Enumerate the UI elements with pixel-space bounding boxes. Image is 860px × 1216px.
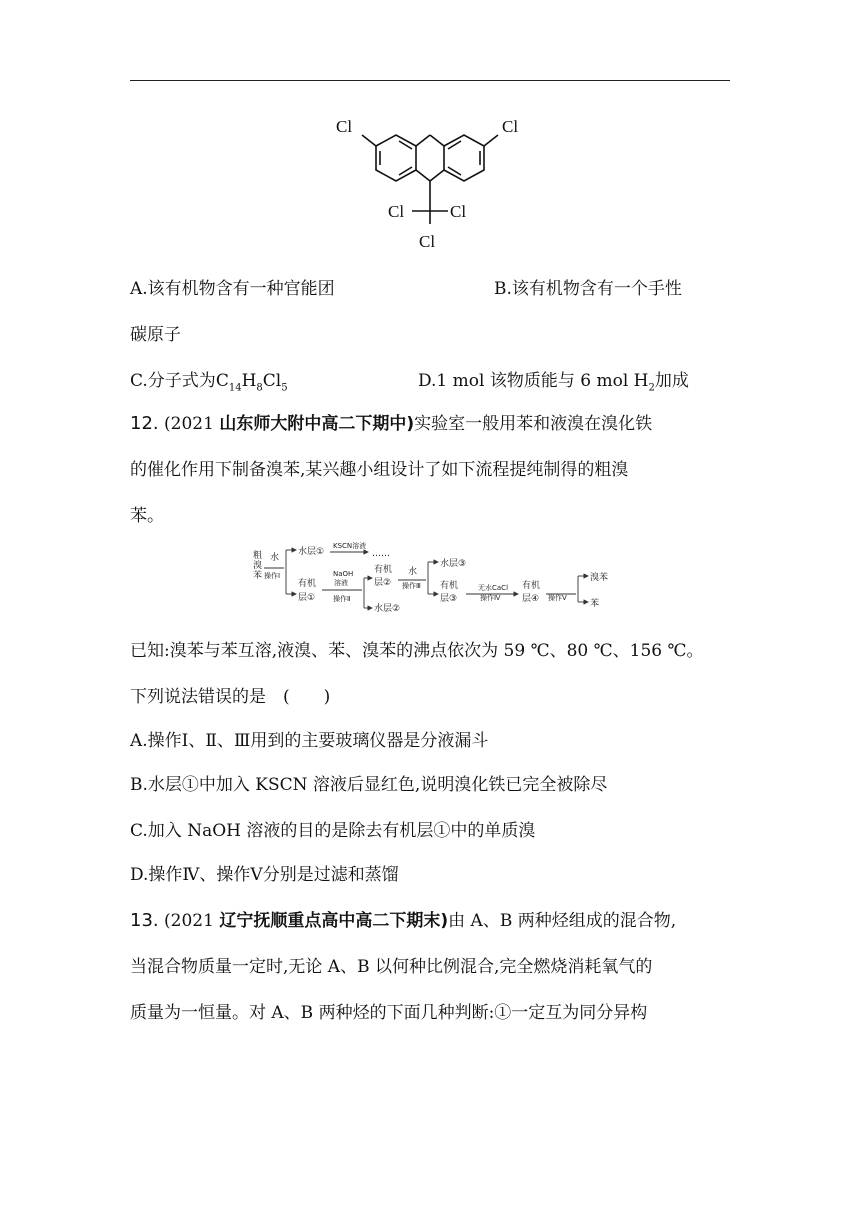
top-rule (130, 80, 730, 81)
q12-option-a: A.操作Ⅰ、Ⅱ、Ⅲ用到的主要玻璃仪器是分液漏斗 (130, 731, 489, 751)
svg-text:……: …… (372, 549, 390, 559)
svg-text:无水CaCl: 无水CaCl (478, 584, 509, 592)
svg-text:溴: 溴 (253, 561, 263, 571)
cl-label-ccl3-left: Cl (388, 202, 405, 221)
q11-option-c: C.分子式为$C_{14}H_8Cl_5$ (130, 371, 288, 394)
svg-text:溴苯: 溴苯 (590, 573, 609, 583)
q13-source: 辽宁抚顺重点高中高二下期末) (219, 911, 449, 931)
q12-source: 山东师大附中高二下期中) (219, 414, 415, 434)
svg-text:水: 水 (270, 553, 280, 563)
svg-text:操作Ⅰ: 操作Ⅰ (264, 572, 281, 580)
q12-stem-line3: 苯。 (130, 506, 164, 526)
svg-text:KSCN溶液: KSCN溶液 (333, 542, 367, 550)
svg-text:苯: 苯 (253, 571, 263, 581)
cl-label-top-right: Cl (502, 117, 519, 136)
chemical-structure (330, 108, 530, 258)
svg-text:操作Ⅴ: 操作Ⅴ (548, 594, 567, 602)
q11-option-a: A.该有机物含有一种官能团 (130, 279, 335, 299)
q11-option-b: B.该有机物含有一个手性 (494, 279, 682, 299)
q13-number: 13. (130, 910, 159, 931)
svg-text:层①: 层① (298, 593, 316, 603)
svg-text:水层①: 水层① (298, 547, 325, 557)
svg-text:操作Ⅳ: 操作Ⅳ (480, 594, 501, 602)
purification-flowchart (250, 538, 622, 618)
svg-text:操作Ⅲ: 操作Ⅲ (402, 582, 421, 590)
svg-text:粗: 粗 (253, 551, 263, 561)
q12-question: 下列说法错误的是 ( ) (130, 687, 331, 707)
svg-text:苯: 苯 (590, 599, 600, 609)
svg-text:层④: 层④ (522, 594, 540, 604)
q13-stem-line1: 13. (2021 辽宁抚顺重点高中高二下期末)由 A、B 两种烃组成的混合物, (130, 910, 677, 931)
cl-label-top-left: Cl (336, 117, 353, 136)
svg-text:水层③: 水层③ (440, 559, 467, 569)
cl-label-ccl3-right: Cl (450, 202, 467, 221)
svg-text:层②: 层② (374, 578, 392, 588)
svg-text:有机: 有机 (440, 581, 459, 591)
q12-option-c: C.加入 NaOH 溶液的目的是除去有机层①中的单质溴 (130, 821, 536, 841)
cl-label-ccl3-bottom: Cl (419, 232, 436, 251)
q12-stem-line1: 12. (2021 山东师大附中高二下期中)实验室一般用苯和液溴在溴化铁 (130, 413, 653, 434)
svg-text:层③: 层③ (440, 594, 458, 604)
svg-text:NaOH: NaOH (333, 570, 354, 578)
svg-text:操作Ⅱ: 操作Ⅱ (333, 595, 351, 603)
q13-stem-line2: 当混合物质量一定时,无论 A、B 以何种比例混合,完全燃烧消耗氧气的 (130, 957, 653, 977)
q12-known-info: 已知:溴苯与苯互溶,液溴、苯、溴苯的沸点依次为 59 ℃、80 ℃、156 ℃。 (130, 641, 704, 661)
q12-number: 12. (130, 413, 159, 434)
q12-stem-line2: 的催化作用下制备溴苯,某兴趣小组设计了如下流程提纯制得的粗溴 (130, 460, 629, 480)
svg-text:水层②: 水层② (374, 604, 401, 614)
q12-option-b: B.水层①中加入 KSCN 溶液后显红色,说明溴化铁已完全被除尽 (130, 775, 608, 795)
svg-text:溶液: 溶液 (334, 579, 348, 587)
svg-text:水: 水 (408, 567, 418, 577)
svg-text:有机: 有机 (522, 581, 541, 591)
q13-stem-line3: 质量为一恒量。对 A、B 两种烃的下面几种判断:①一定互为同分异构 (130, 1003, 648, 1023)
q11-option-d: D.1 mol 该物质能与 6 mol $H_2$加成 (418, 371, 689, 394)
q12-option-d: D.操作Ⅳ、操作Ⅴ分别是过滤和蒸馏 (130, 865, 399, 885)
svg-text:有机: 有机 (374, 565, 393, 575)
svg-text:有机: 有机 (298, 579, 317, 589)
q11-option-b-continued: 碳原子 (130, 325, 181, 345)
